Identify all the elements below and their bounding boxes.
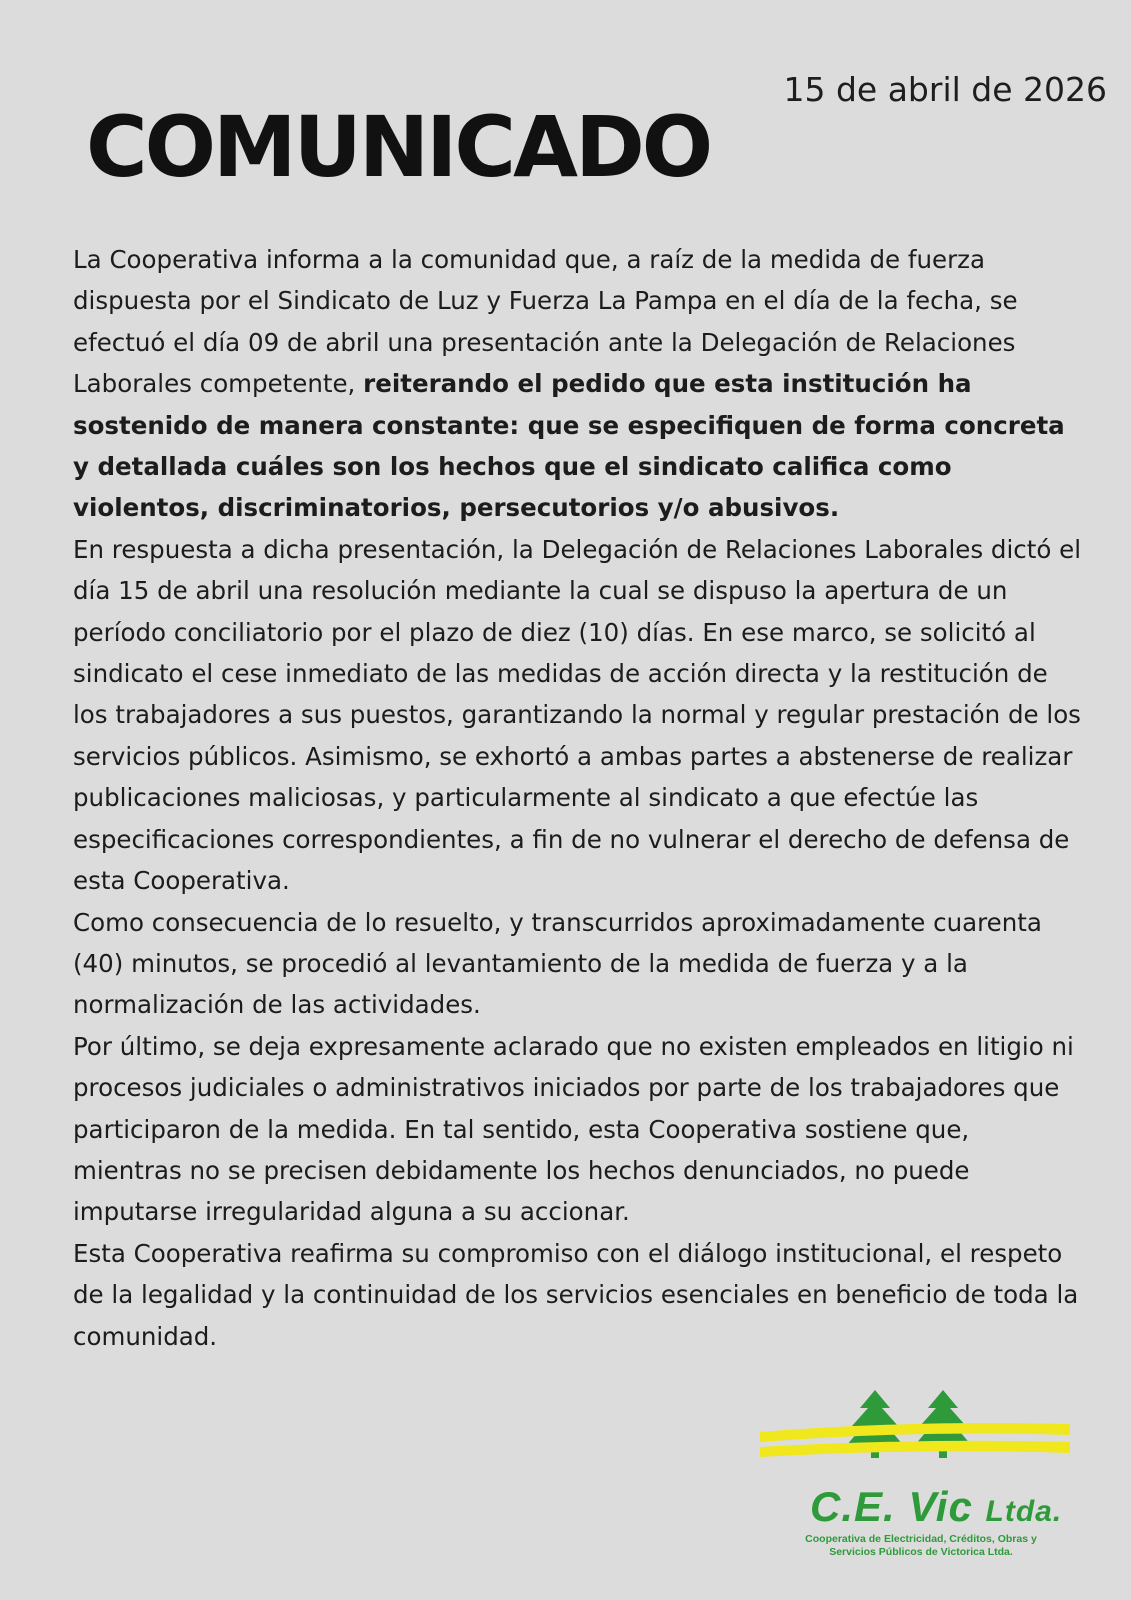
document-body xyxy=(73,239,1083,1357)
paragraph-5: Esta Cooperativa reafirma su compromiso con el diálogo institucional, el respeto de la legalidad y la continuidad de los servicios esenciales en beneficio de toda la comunidad. xyxy=(73,1238,1079,1351)
page-title: COMUNICADO xyxy=(86,98,711,196)
paragraph-3: Como consecuencia de lo resuelto, y transcurridos aproximadamente cuarenta (40) minutos, se procedió al levantamiento de la medida de fuerza y a la normalización de las actividades. xyxy=(73,907,1042,1020)
paragraph-1-intro: La Cooperativa informa a la comunidad que, a raíz de la medida de fuerza dispuesta por el Sindicato de Luz y Fuerza La Pampa en el día de la fecha, se efectuó el día 09 de abril una presentación ante la Delegación de Relaciones Laborales competente, xyxy=(73,245,1018,399)
paragraph-4: Por último, se deja expresamente aclarado que no existen empleados en litigio ni procesos judiciales o administrativos iniciados por parte de los trabajadores que participaron de la medida. En tal sentido, esta Cooperativa sostiene que, mientras no se precisen debidamente los hechos denunciados, no puede imputarse irregularidad alguna a su accionar. xyxy=(73,1031,1074,1227)
logo-name xyxy=(810,1483,1062,1531)
paragraph-1 xyxy=(73,239,1083,529)
logo-subtitle-line-1: Cooperativa de Electricidad, Créditos, Obras y xyxy=(805,1533,1037,1545)
paragraph-2: En respuesta a dicha presentación, la Delegación de Relaciones Laborales dictó el día 15 de abril una resolución mediante la cual se dispuso la apertura de un período conciliatorio por el plazo de diez (10) días. En ese marco, se solicitó al sindicato el cese inmediato de las medidas de acción directa y la restitución de los trabajadores a sus puestos, garantizando la normal y regular prestación de los servicios públicos. Asimismo, se exhortó a ambas partes a abstenerse de realizar publicaciones maliciosas, y particularmente al sindicato a que efectúe las especificaciones correspondientes, a fin de no vulnerar el derecho de defensa de esta Cooperativa. xyxy=(73,534,1082,896)
logo-name-main: C.E. Vic xyxy=(810,1483,973,1530)
logo-subtitle-line-2: Servicios Públicos de Victorica Ltda. xyxy=(829,1546,1013,1558)
paragraph-1-bold: reiterando el pedido que esta institución ha sostenido de manera constante: que se especifiquen de forma concreta y detallada cuáles son los hechos que el sindicato califica como violentos, discriminatorios, persecutorios y/o abusivos. xyxy=(73,369,1065,523)
date: 15 de abril de 2026 xyxy=(783,70,1107,109)
logo-name-suffix: Ltda. xyxy=(985,1495,1063,1528)
logo-graphic xyxy=(760,1390,1100,1490)
yellow-stripe xyxy=(760,1423,1070,1442)
logo-subtitle xyxy=(786,1533,1056,1559)
yellow-stripe xyxy=(760,1441,1070,1457)
cooperative-logo xyxy=(760,1390,1100,1570)
